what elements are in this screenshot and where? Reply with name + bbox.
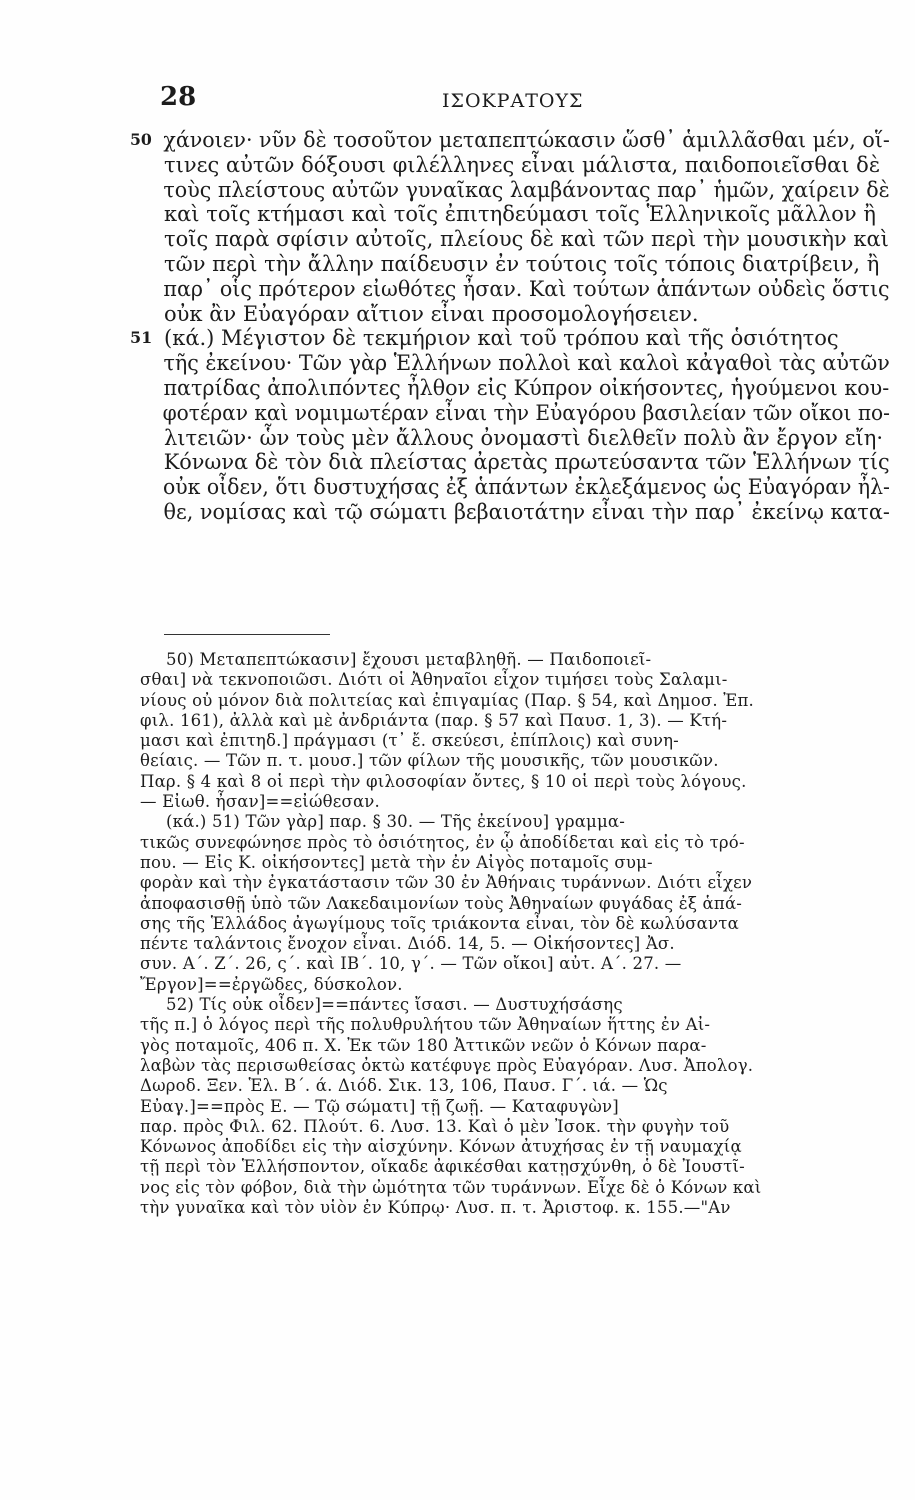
footnote-line: νος εἰς τὸν φόβον, διὰ τὴν ὠμότητα τῶν τυράννων. Εἶχε δὲ ὁ Κόνων καὶ (140, 1177, 762, 1197)
main-text-content: παρ᾽ οἷς πρότερον εἰωθότες ἦσαν. Καὶ τούτων ἁπάντων οὐδεὶς ὅστις (163, 276, 890, 301)
footnote-line: (κά.) 51) Τῶν γὰρ] παρ. § 30. — Τῆς ἐκείνου] γραμμα- (166, 812, 626, 832)
main-text-content: τοῖς παρὰ σφίσιν αὐτοῖς, πλείους δὲ καὶ τῶν περὶ τὴν μουσικὴν καὶ (164, 227, 889, 252)
main-text-content: (κά.) Μέγιστον δὲ τεκμήριον καὶ τοῦ τρόπου καὶ τῆς ὁσιότητος (164, 326, 839, 351)
footnote-separator-rule (164, 634, 330, 635)
footnote-line: σθαι] νὰ τεκνοποιῶσι. Διότι οἱ Ἀθηναῖοι εἶχον τιμήσει τοὺς Σαλαμι- (140, 670, 728, 690)
main-text-line (130, 400, 890, 426)
footnote-line: ἀποφασισθῇ ὑπὸ τῶν Λακεδαιμονίων τοὺς Ἀθηναίων φυγάδας ἐξ ἁπά- (140, 893, 743, 913)
main-text-line (130, 227, 890, 252)
footnote-line: γὸς ποταμοῖς, 406 π. Χ. Ἐκ τῶν 180 Ἀττικῶν νεῶν ὁ Κόνων παρα- (140, 1035, 707, 1055)
main-text-line (130, 426, 890, 451)
footnote-line: μασι καὶ ἐπιτηδ.] πράγμασι (τ᾽ ἔ. σκεύεσι, ἐπίπλοις) καὶ συνη- (140, 731, 679, 751)
footnote-line: Ἔργον]==ἐργῶδες, δύσκολον. (140, 974, 403, 994)
main-text-content: φοτέραν καὶ νομιμωτέραν εἶναι τὴν Εὐαγόρου βασιλείαν τῶν οἴκοι πο- (162, 400, 890, 425)
page-header (160, 82, 880, 122)
main-text-content: τῶν περὶ τὴν ἄλλην παίδευσιν ἐν τούτοις τοῖς τόποις διατρίβειν, ἢ (164, 251, 880, 276)
footnote-line: 50) Μεταπεπτώκασιν] ἔχουσι μεταβληθῆ. — Παιδοποιεῖ- (166, 650, 652, 669)
section-number: 51 (130, 328, 153, 348)
main-text-line (130, 276, 890, 302)
main-text-line (130, 252, 890, 277)
footnote-line: φιλ. 161), ἀλλὰ καὶ μὲ ἀνδριάντα (παρ. § 57 καὶ Παυσ. 1, 3). — Κτή- (140, 710, 728, 730)
main-text-line (130, 351, 890, 376)
main-text-content: χάνοιεν· νῦν δὲ τοσοῦτον μεταπεπτώκασιν ὥσθ᾽ ἁμιλλᾶσθαι μέν, οἵ- (163, 128, 890, 152)
section-number: 50 (130, 130, 152, 149)
footnote-line: 52) Τίς οὐκ οἶδεν]==πάντες ἴσασι. — Δυστυχήσάσης (166, 995, 623, 1015)
main-text-content: τινες αὐτῶν δόξουσι φιλέλληνες εἶναι μάλιστα, παιδοποιεῖσθαι δὲ (164, 152, 881, 177)
footnote-line: τῇ περὶ τὸν Ἑλλήσποντον, οἴκαδε ἀφικέσθαι κατῃσχύνθη, ὁ δὲ Ἰουστῖ- (140, 1157, 745, 1177)
main-text-line (130, 499, 890, 525)
main-text-content: καὶ τοῖς κτήμασι καὶ τοῖς ἐπιτηδεύμασι τοῖς Ἑλληνικοῖς μᾶλλον ἢ (164, 202, 876, 227)
main-text-line (130, 375, 890, 401)
main-text-line (130, 202, 890, 227)
footnote-line: συν. Α΄. Ζ΄. 26, ς΄. καὶ ΙΒ΄. 10, γ΄. — Τῶν οἴκοι] αὐτ. Α΄. 27. — (140, 954, 682, 974)
footnote-line: Παρ. § 4 καὶ 8 οἱ περὶ τὴν φιλοσοφίαν ὄντες, § 10 οἱ περὶ τοὺς λόγους. (140, 771, 747, 791)
footnotes-block (140, 650, 880, 1218)
main-text-line (130, 153, 890, 178)
footnote-line: λαβὼν τὰς περισωθείσας ὀκτὼ κατέφυγε πρὸς Εὐαγόραν. Λυσ. Ἀπολογ. (140, 1055, 754, 1075)
page-number: 28 (160, 82, 197, 112)
main-text-content: πατρίδας ἀπολιπόντες ἦλθον εἰς Κύπρον οἰκήσοντες, ἡγούμενοι κου- (163, 375, 890, 400)
running-title: ΙΣΟΚΡΑΤΟΥΣ (442, 90, 584, 112)
footnote-line: που. — Εἰς Κ. οἰκήσοντες] μετὰ τὴν ἐν Αἰγὸς ποταμοῖς συμ- (140, 852, 653, 872)
main-text-content: θε, νομίσας καὶ τῷ σώματι βεβαιοτάτην εἶναι τὴν παρ᾽ ἐκείνῳ κατα- (163, 499, 890, 524)
footnote-line: νίους οὐ μόνον διὰ πολιτείας καὶ ἐπιγαμίας (Παρ. § 54, καὶ Δημοσ. Ἐπ. (140, 690, 754, 710)
footnote-line: — Εἰωθ. ἦσαν]==εἰώθεσαν. (140, 792, 380, 812)
main-text-line (130, 302, 890, 327)
footnote-line: Δωροδ. Ξεν. Ἑλ. Β΄. ά. Διόδ. Σικ. 13, 106, Παυσ. Γ΄. ιά. — Ὡς (140, 1076, 668, 1096)
footnote-line: σης τῆς Ἑλλάδος ἀγωγίμους τοῖς τριάκοντα εἶναι, τὸν δὲ κωλύσαντα (140, 913, 739, 933)
main-text-content: τῆς ἐκείνου· Τῶν γὰρ Ἑλλήνων πολλοὶ καὶ καλοὶ κἀγαθοὶ τὰς αὐτῶν (163, 351, 890, 376)
footnote-line: παρ. πρὸς Φιλ. 62. Πλούτ. 6. Λυσ. 13. Καὶ ὁ μὲν Ἰσοκ. τὴν φυγὴν τοῦ (140, 1116, 730, 1136)
main-text-line (130, 475, 890, 500)
main-text-content: λιτειῶν· ὧν τοὺς μὲν ἄλλους ὀνομαστὶ διελθεῖν πολὺ ἂν ἔργον εἴη· (164, 425, 883, 450)
footnote-line: Κόνωνος ἀποδίδει εἰς τὴν αἰσχύνην. Κόνων ἀτυχήσας ἐν τῇ ναυμαχίᾳ (140, 1137, 742, 1157)
footnote-line: θείαις. — Τῶν π. τ. μουσ.] τῶν φίλων τῆς μουσικῆς, τῶν μουσικῶν. (140, 751, 719, 771)
footnote-line: τὴν γυναῖκα καὶ τὸν υἱὸν ἐν Κύπρῳ· Λυσ. π. τ. Ἀριστοφ. κ. 155.—"Αν (140, 1198, 731, 1218)
main-text-block (130, 128, 890, 525)
main-text-content: τοὺς πλείστους αὐτῶν γυναῖκας λαμβάνοντας παρ᾽ ἡμῶν, χαίρειν δὲ (163, 177, 890, 202)
main-text-content: οὐκ οἶδεν, ὅτι δυστυχήσας ἐξ ἁπάντων ἐκλεξάμενος ὡς Εὐαγόραν ἦλ- (163, 475, 890, 500)
footnote-line: φορὰν καὶ τὴν ἐγκατάστασιν τῶν 30 ἐν Ἀθήναις τυράννων. Διότι εἶχεν (140, 873, 753, 893)
main-text-content: οὐκ ἂν Εὐαγόραν αἴτιον εἶναι προσομολογήσειεν. (164, 301, 699, 326)
main-text-line (130, 128, 890, 153)
main-text-content: Κόνωνα δὲ τὸν διὰ πλείστας ἀρετὰς πρωτεύσαντα τῶν Ἑλλήνων τίς (163, 450, 890, 475)
footnote-line: Εὐαγ.]==πρὸς Ε. — Τῷ σώματι] τῇ ζωῇ. — Καταφυγὼν] (140, 1096, 619, 1116)
main-text-line (130, 450, 890, 475)
main-text-line (130, 177, 890, 203)
footnote-line: πέντε ταλάντοις ἔνοχον εἶναι. Διόδ. 14, 5. — Οἰκήσοντες] Ἀσ. (140, 934, 675, 954)
footnote-line: τικῶς συνεφώνησε πρὸς τὸ ὁσιότητος, ἐν ᾧ ἀποδίδεται καὶ εἰς τὸ τρό- (140, 832, 745, 852)
footnote-line: τῆς π.] ὁ λόγος περὶ τῆς πολυθρυλήτου τῶν Ἀθηναίων ἥττης ἐν Αἰ- (140, 1015, 711, 1035)
main-text-line (130, 326, 890, 351)
